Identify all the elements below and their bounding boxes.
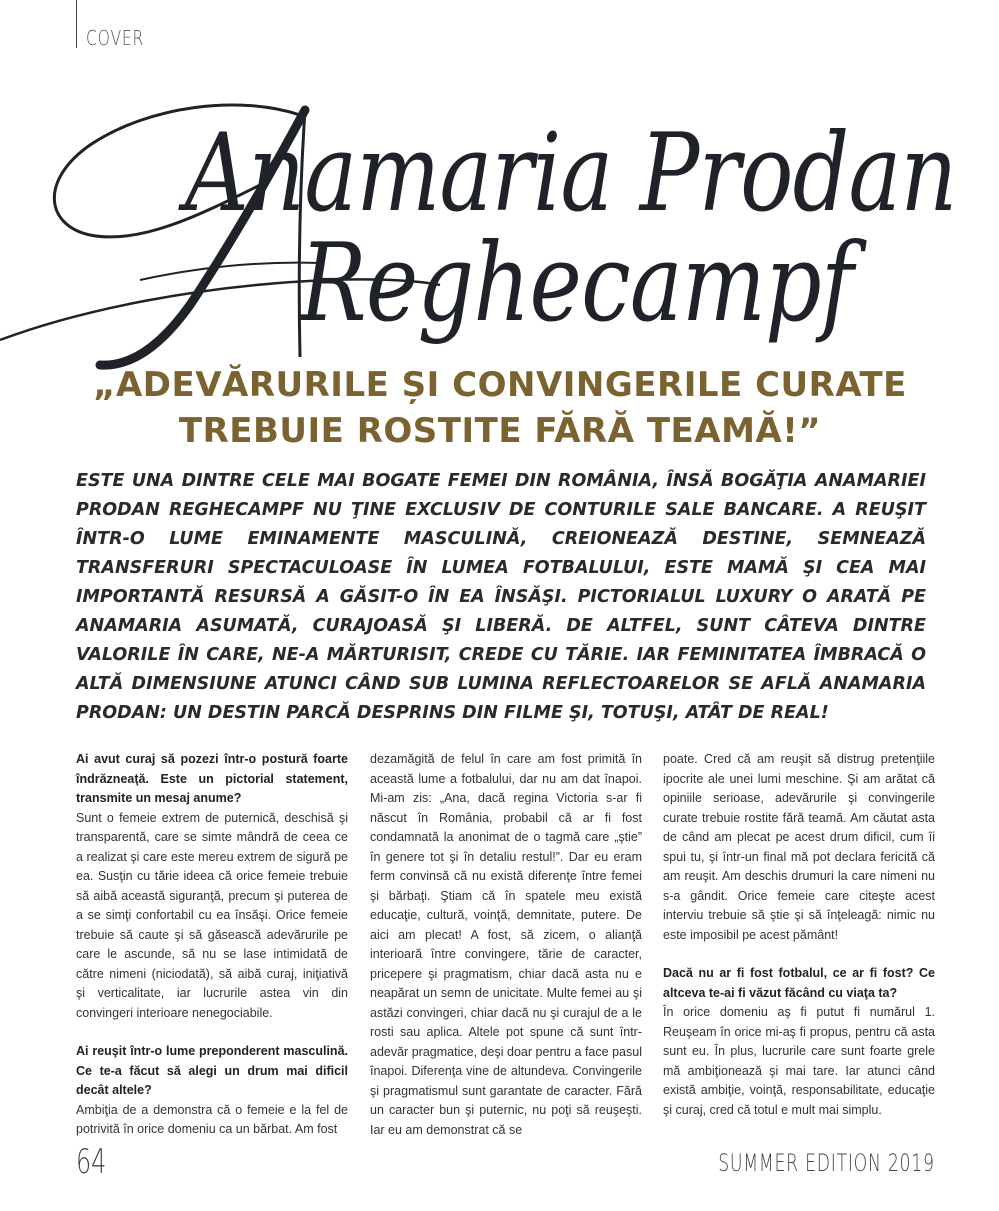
answer-2-middle: dezamăgită de felul în care am fost primită în această lume a fotbalului, dar nu am dat înapoi. Mi-am zis: „Ana, dacă regina Victoria s-ar fi născut în România, probabil că ar fi fost condamnată la anonimat de o tagmă care „ştie” în genere tot şi în detaliu restul!”. Dar eu eram ferm convinsă că nu există diferenţe între femei şi bărbaţi. Ştiam că în spatele meu există educaţie, cultură, voinţă, demnitate, putere. De aici am plecat! A fost, să zicem, o alianţă interioară între convingere, tărie de caracter, pricepere şi pragmatism, chiar dacă asta nu e neapărat un semn de unicitate. Multe femei au şi astăzi convingeri, chiar dacă nu şi curajul de a le rosti sau aplica. Altele pot spune că sunt într-adevăr pragmatice, deşi doar pentru a face pasul înapoi. Diferenţa vine de altundeva. Convingerile şi pragmatismul sunt garantate de caracter. Fără un caracter bun şi puternic, nu poţi să reuşeşti. Iar eu am demonstrat că se [370,752,642,1137]
page-number: 64 [76,1142,107,1182]
headline-line-2: TREBUIE ROSTITE FĂRĂ TEAMĂ!” [178,411,822,451]
lead-paragraph: ESTE UNA DINTRE CELE MAI BOGATE FEMEI DIN ROMÂNIA, ÎNSĂ BOGĂŢIA ANAMARIEI PRODAN REGHECAMPF NU ŢINE EXCLUSIV DE CONTURILE SALE BANCARE. A REUŞIT ÎNTR-O LUME EMINAMENTE MASCULINĂ, CREIONEAZĂ DESTINE, SEMNEAZĂ TRANSFERURI SPECTACULOASE ÎN LUMEA FOTBALULUI, ESTE MAMĂ ŞI CEA MAI IMPORTANTĂ RESURSĂ A GĂSIT-O ÎN EA ÎNSĂŞI. PICTORIALUL LUXURY O ARATĂ PE ANAMARIA ASUMATĂ, CURAJOASĂ ŞI LIBERĂ. DE ALTFEL, SUNT CÂTEVA DINTRE VALORILE ÎN CARE, NE-A MĂRTURISIT, CREDE CU TĂRIE. IAR FEMINITATEA ÎMBRACĂ O ALTĂ DIMENSIUNE ATUNCI CÂND SUB LUMINA REFLECTOARELOR SE AFLĂ ANAMARIA PRODAN: UN DESTIN PARCĂ DESPRINS DIN FILME ŞI, TOTUŞI, ATÂT DE REAL! [76,471,926,723]
question-1: Ai avut curaj să pozezi într-o postură foarte îndrăzneaţă. Este un pictorial statement, transmite un mesaj anume? [76,752,348,805]
answer-3: În orice domeniu aş fi putut fi numărul 1. Reuşeam în orice mi-aş fi propus, pentru că asta sunt eu. În plus, lucrurile care sunt foarte grele mă ambiţionează şi mai tare. Iar atunci când există ambiţie, voinţă, responsabilitate, educaţie şi curaj, cred că totul e mult mai simplu. [663,1005,935,1117]
column-1 [76,750,348,1140]
title-line-1: Anamaria Prodan [185,111,957,236]
answer-1: Sunt o femeie extrem de puternică, deschisă şi transparentă, care se simte mândră de ceea ce a realizat şi care este mereu extrem de sigură pe ea. Susţin cu tărie ideea că orice femeie trebuie să aibă această siguranţă, precum şi puterea de a se simţi confortabil cu ea însăşi. Orice femeie trebuie să caute şi să găsească adevărurile pe care le ascunde, să nu se lase intimidată de către nimeni (niciodată), să aibă curaj, iniţiativă şi verticalitate, iar lucrurile astea vin din convingeri interioare nenegociabile. [76,810,348,1020]
column-3 [663,750,935,1120]
column-2 [370,750,642,1140]
question-2: Ai reuşit într-o lume preponderent masculină. Ce te-a făcut să alegi un drum mai dificil decât altele? [76,1044,348,1097]
question-3: Dacă nu ar fi fost fotbalul, ce ar fi fost? Ce altceva te-ai fi văzut făcând cu viaţa ta? [663,966,935,1000]
answer-2-end: poate. Cred că am reuşit să distrug pretenţiile ipocrite ale unei lumi meschine. Şi am arătat că opiniile serioase, adevărurile şi convingerile curate trebuie rostite fără teamă. Am căutat asta de când am plecat pe acest drum dificil, cum îi spui tu, şi într-un final mă pot declara fericită că am reuşit. Am deschis drumuri la care nimeni nu s-a gândit. Orice femeie care citeşte acest interviu trebuie să ştie şi să înţeleagă: nimic nu este imposibil pe acest pământ! [663,752,935,942]
answer-2-start: Ambiţia de a demonstra că o femeie e la fel de potrivită în orice domeniu ca un bărbat. Am fost [76,1102,348,1136]
headline-line-1: „ADEVĂRURILE ȘI CONVINGERILE CURATE [93,365,907,405]
section-label: COVER [86,26,145,50]
title-line-2: Reghecampf [300,221,853,346]
edition-label: SUMMER EDITION 2019 [718,1149,935,1177]
section-rule [76,0,77,48]
